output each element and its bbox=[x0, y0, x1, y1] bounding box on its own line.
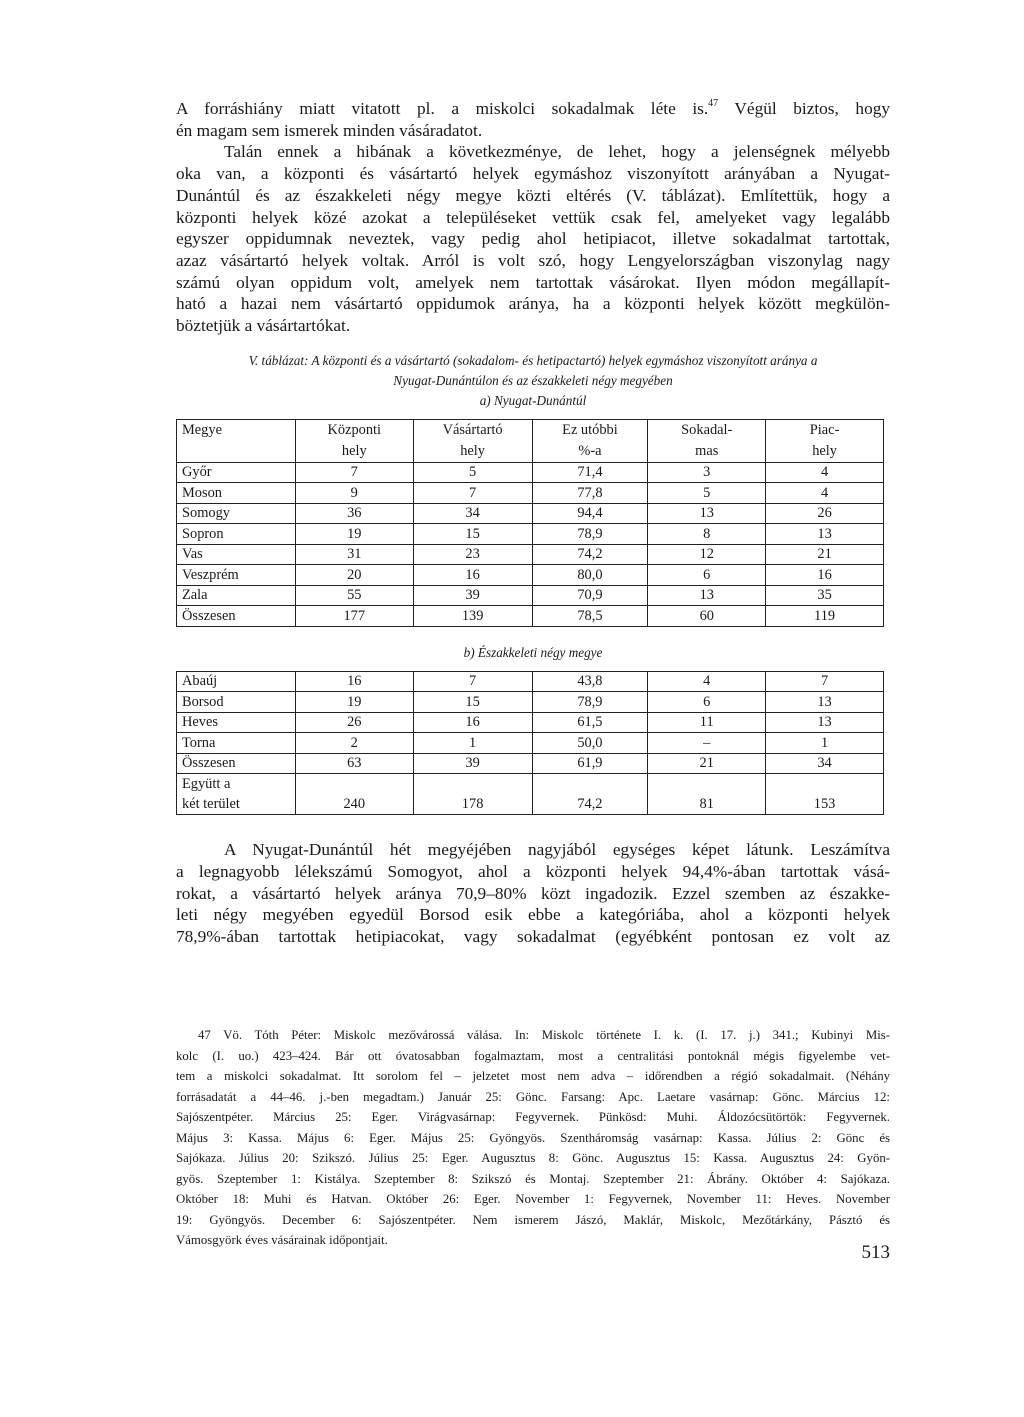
table-cell: 119 bbox=[766, 606, 884, 627]
table-row bbox=[177, 544, 884, 565]
footnote-line: Sajószentpéter. Március 25: Eger. Virágvasárnap: Fegyvernek. Pünkösd: Muhi. Áldozócsütörtök: Fegyvernek. bbox=[176, 1110, 890, 1124]
header-sokadalmas: Sokadal- mas bbox=[648, 419, 766, 462]
table-cell: Együtt a két terület bbox=[177, 774, 296, 815]
table-cell: 153 bbox=[766, 774, 884, 815]
table-cell: 16 bbox=[413, 712, 532, 733]
table-cell: 7 bbox=[295, 462, 413, 483]
footnotes bbox=[176, 1025, 890, 1251]
table-cell: 55 bbox=[295, 585, 413, 606]
table-cell: 80,0 bbox=[532, 565, 648, 586]
intro-line-2: én magam sem ismerek minden vásáradatot. bbox=[176, 120, 483, 140]
paragraph-line: számú olyan oppidum volt, amelyek nem tartottak vásárokat. Ilyen módon megállapít- bbox=[176, 272, 890, 292]
table-cell: 20 bbox=[295, 565, 413, 586]
footnote-ref-47[interactable]: 47 bbox=[708, 98, 719, 109]
table-header-row bbox=[177, 419, 884, 462]
table-cell: 1 bbox=[413, 733, 532, 754]
table-cell: 31 bbox=[295, 544, 413, 565]
header-megye: Megye bbox=[177, 419, 296, 462]
paragraph-line: böztetjük a vásártartókat. bbox=[176, 316, 351, 336]
table-cell: 13 bbox=[766, 712, 884, 733]
paragraph-line: oka van, a központi és vásártartó helyek egymáshoz viszonyított arányában a Nyugat- bbox=[176, 164, 890, 184]
table-cell: 74,2 bbox=[532, 774, 648, 815]
footnote-line: gyös. Szeptember 1: Kistálya. Szeptember 8: Szikszó és Montaj. Szeptember 21: Ábrány. Október 4: Sajókaza. bbox=[176, 1171, 890, 1186]
table-row bbox=[177, 565, 884, 586]
footnote-line: forrásadatát a 44–46. j.-ben megadtam.) Január 25: Gönc. Farsang: Apc. Laetare vasárnap: Gönc. Március 12: bbox=[176, 1089, 890, 1104]
paragraph-line: Dunántúl és az északkeleti négy megye közti eltérés (V. táblázat). Említettük, hogy a bbox=[176, 185, 890, 205]
table-cell: 16 bbox=[413, 565, 532, 586]
table-cell: 94,4 bbox=[532, 503, 648, 524]
table-row-label: Veszprém bbox=[177, 565, 296, 586]
footnote-line: 47 Vö. Tóth Péter: Miskolc mezővárossá válása. In: Miskolc története I. k. (I. 17. j.) 341.; Kubinyi Mis- bbox=[198, 1028, 890, 1042]
table-cell: 9 bbox=[295, 483, 413, 504]
table-row-label: Heves bbox=[177, 712, 296, 733]
table-b-body bbox=[177, 671, 884, 774]
table-cell: 71,4 bbox=[532, 462, 648, 483]
table-row-label: Győr bbox=[177, 462, 296, 483]
table-cell: 16 bbox=[295, 671, 413, 692]
table-cell: 34 bbox=[413, 503, 532, 524]
table-cell: 13 bbox=[766, 524, 884, 545]
table-cell: 4 bbox=[766, 483, 884, 504]
table-row bbox=[177, 524, 884, 545]
footnote-line: Vámosgyörk éves vásárainak időpontjait. bbox=[176, 1233, 388, 1247]
footnote-line: 19: Gyöngyös. December 6: Sajószentpéter. Nem ismerem Jászó, Maklár, Miskolc, Mezőtárkány, Pásztó és bbox=[176, 1212, 890, 1227]
footnote-line: Sajókaza. Július 20: Szikszó. Július 25: Eger. Augusztus 8: Gönc. Augusztus 15: Kassa. Augusztus 24: Gyön- bbox=[176, 1151, 890, 1165]
table-cell: 13 bbox=[648, 503, 766, 524]
header-kozponti-hely: Központi hely bbox=[295, 419, 413, 462]
table-cell: 177 bbox=[295, 606, 413, 627]
table-cell: 61,9 bbox=[532, 753, 648, 774]
table-cell: 19 bbox=[295, 692, 413, 713]
intro-line-1: A forráshiány miatt vitatott pl. a miskolci sokadalmak léte is.$^{47}$ Végül biztos, hogy bbox=[176, 98, 890, 118]
paragraph-line: 78,9%-ában tartottak hetipiacokat, vagy sokadalmat (egyébként pontosan ez volt az bbox=[176, 927, 890, 947]
table-row bbox=[177, 606, 884, 627]
table-cell: 5 bbox=[648, 483, 766, 504]
table-row-label: Torna bbox=[177, 733, 296, 754]
table-row bbox=[177, 503, 884, 524]
table-cell: 39 bbox=[413, 585, 532, 606]
table-row bbox=[177, 585, 884, 606]
table-cell: 7 bbox=[413, 483, 532, 504]
paragraph-line: Talán ennek a hibának a következménye, de lehet, hogy a jelenségnek mélyebb bbox=[224, 142, 890, 162]
table-row-label: Abaúj bbox=[177, 671, 296, 692]
table-cell: 13 bbox=[648, 585, 766, 606]
table-cell: 16 bbox=[766, 565, 884, 586]
table-row bbox=[177, 733, 884, 754]
footnote-line: Május 3: Kassa. Május 6: Eger. Május 25: Gyöngyös. Szentháromság vasárnap: Kassa. Július 2: Gönc és bbox=[176, 1130, 890, 1145]
paragraph-line: A Nyugat-Dunántúl hét megyéjében nagyjából egységes képet látunk. Leszámítva bbox=[224, 840, 890, 860]
paragraph-line: rokat, a vásártartó helyek aránya 70,9–80% közt ingadozik. Ezzel szemben az északke- bbox=[176, 883, 890, 903]
table-caption-line2: Nyugat-Dunántúlon és az északkeleti négy megyében bbox=[393, 372, 673, 388]
table-nyugat-dunantul bbox=[176, 419, 884, 627]
table-row-label: Összesen bbox=[177, 753, 296, 774]
table-cell: 15 bbox=[413, 692, 532, 713]
table-cell: 70,9 bbox=[532, 585, 648, 606]
table-cell: 34 bbox=[766, 753, 884, 774]
table-row bbox=[177, 712, 884, 733]
table-row bbox=[177, 692, 884, 713]
table-row-label: Moson bbox=[177, 483, 296, 504]
table-cell: 36 bbox=[295, 503, 413, 524]
table-row bbox=[177, 671, 884, 692]
table-caption-line1: táblázat: A központi és a vásártartó (sokadalom- és hetipactartó) helyek egymáshoz viszonyított aránya a bbox=[261, 352, 818, 368]
table-cell: 19 bbox=[295, 524, 413, 545]
table-cell: 81 bbox=[648, 774, 766, 815]
table-row bbox=[177, 753, 884, 774]
table-cell: 78,9 bbox=[532, 692, 648, 713]
intro-paragraph bbox=[176, 98, 890, 141]
table-cell: 139 bbox=[413, 606, 532, 627]
table-section-a-title: a) Nyugat-Dunántúl bbox=[479, 392, 587, 408]
table-row bbox=[177, 462, 884, 483]
paragraph-line: központi helyek közé azokat a településeket vettük csak fel, amelyeket vagy legalább bbox=[176, 207, 890, 227]
table-cell: 26 bbox=[766, 503, 884, 524]
table-row-label: Összesen bbox=[177, 606, 296, 627]
table-caption bbox=[176, 351, 890, 371]
table-cell: 21 bbox=[648, 753, 766, 774]
footnote-line: Október 18: Muhi és Hatvan. Október 26: Eger. November 1: Fegyvernek, November 11: Heves. November bbox=[176, 1192, 890, 1206]
table-cell: 4 bbox=[648, 671, 766, 692]
table-cell: 240 bbox=[295, 774, 413, 815]
table-row-label: Somogy bbox=[177, 503, 296, 524]
table-cell: 26 bbox=[295, 712, 413, 733]
table-caption-label: V. bbox=[248, 352, 259, 368]
table-a-body bbox=[177, 462, 884, 626]
table-cell: 60 bbox=[648, 606, 766, 627]
table-row-label: Sopron bbox=[177, 524, 296, 545]
table-cell: 35 bbox=[766, 585, 884, 606]
table-cell: 7 bbox=[413, 671, 532, 692]
table-cell: 63 bbox=[295, 753, 413, 774]
table-cell: 3 bbox=[648, 462, 766, 483]
table-cell: 12 bbox=[648, 544, 766, 565]
table-section-b-title: b) Északkeleti négy megye bbox=[463, 644, 603, 660]
footnote-line: tem a miskolci sokadalmat. Itt sorolom fel – jelzetet most nem adva – időrendben a régió sokadalmait. (Néhány bbox=[176, 1069, 890, 1083]
table-row-label: Borsod bbox=[177, 692, 296, 713]
table-cell: 11 bbox=[648, 712, 766, 733]
table-row bbox=[177, 483, 884, 504]
table-row-egyutt bbox=[177, 774, 884, 815]
page-number: 513 bbox=[861, 1242, 890, 1263]
table-cell: 61,5 bbox=[532, 712, 648, 733]
table-cell: 43,8 bbox=[532, 671, 648, 692]
footnote-line: kolc (I. uo.) 423–424. Bár ott óvatosabban fogalmaztam, most a centralitási pontoknál mégis figyelembe vet- bbox=[176, 1048, 890, 1063]
header-ez-utobbi-szazalek: Ez utóbbi %-a bbox=[532, 419, 648, 462]
table-cell: 13 bbox=[766, 692, 884, 713]
table-row-label: Zala bbox=[177, 585, 296, 606]
table-cell: 6 bbox=[648, 692, 766, 713]
header-piachely: Piac- hely bbox=[766, 419, 884, 462]
table-eszakkeleti bbox=[176, 671, 884, 816]
table-cell: 74,2 bbox=[532, 544, 648, 565]
table-cell: 6 bbox=[648, 565, 766, 586]
table-row-label: Vas bbox=[177, 544, 296, 565]
table-cell: 1 bbox=[766, 733, 884, 754]
page-content bbox=[176, 98, 890, 948]
table-cell: 15 bbox=[413, 524, 532, 545]
table-cell: 8 bbox=[648, 524, 766, 545]
table-cell: 7 bbox=[766, 671, 884, 692]
table-cell: 21 bbox=[766, 544, 884, 565]
paragraph-line: egyszer oppidumnak neveztek, vagy pedig ahol hetipiacot, illetve sokadalmat tartottak, bbox=[176, 229, 890, 249]
header-vasartarto-hely: Vásártartó hely bbox=[413, 419, 532, 462]
table-cell: – bbox=[648, 733, 766, 754]
table-cell: 2 bbox=[295, 733, 413, 754]
table-cell: 23 bbox=[413, 544, 532, 565]
paragraph-line: leti négy megyében egyedül Borsod esik ebbe a kategóriába, ahol a központi helyek bbox=[176, 905, 890, 925]
paragraph-line: azaz vásártartó helyek voltak. Arról is volt szó, hogy Lengyelországban viszonylag nagy bbox=[176, 250, 890, 270]
table-cell: 77,8 bbox=[532, 483, 648, 504]
table-cell: 39 bbox=[413, 753, 532, 774]
table-cell: 78,5 bbox=[532, 606, 648, 627]
table-cell: 4 bbox=[766, 462, 884, 483]
paragraph-2 bbox=[176, 141, 890, 336]
paragraph-line: a legnagyobb lélekszámú Somogyot, ahol a központi helyek 94,4%-ában tartottak vásá- bbox=[176, 861, 890, 881]
table-cell: 50,0 bbox=[532, 733, 648, 754]
table-cell: 178 bbox=[413, 774, 532, 815]
paragraph-3 bbox=[176, 839, 890, 948]
table-cell: 5 bbox=[413, 462, 532, 483]
table-cell: 78,9 bbox=[532, 524, 648, 545]
paragraph-line: ható a hazai nem vásártartó oppidumok aránya, ha a központi helyek között megkülön- bbox=[176, 294, 890, 314]
